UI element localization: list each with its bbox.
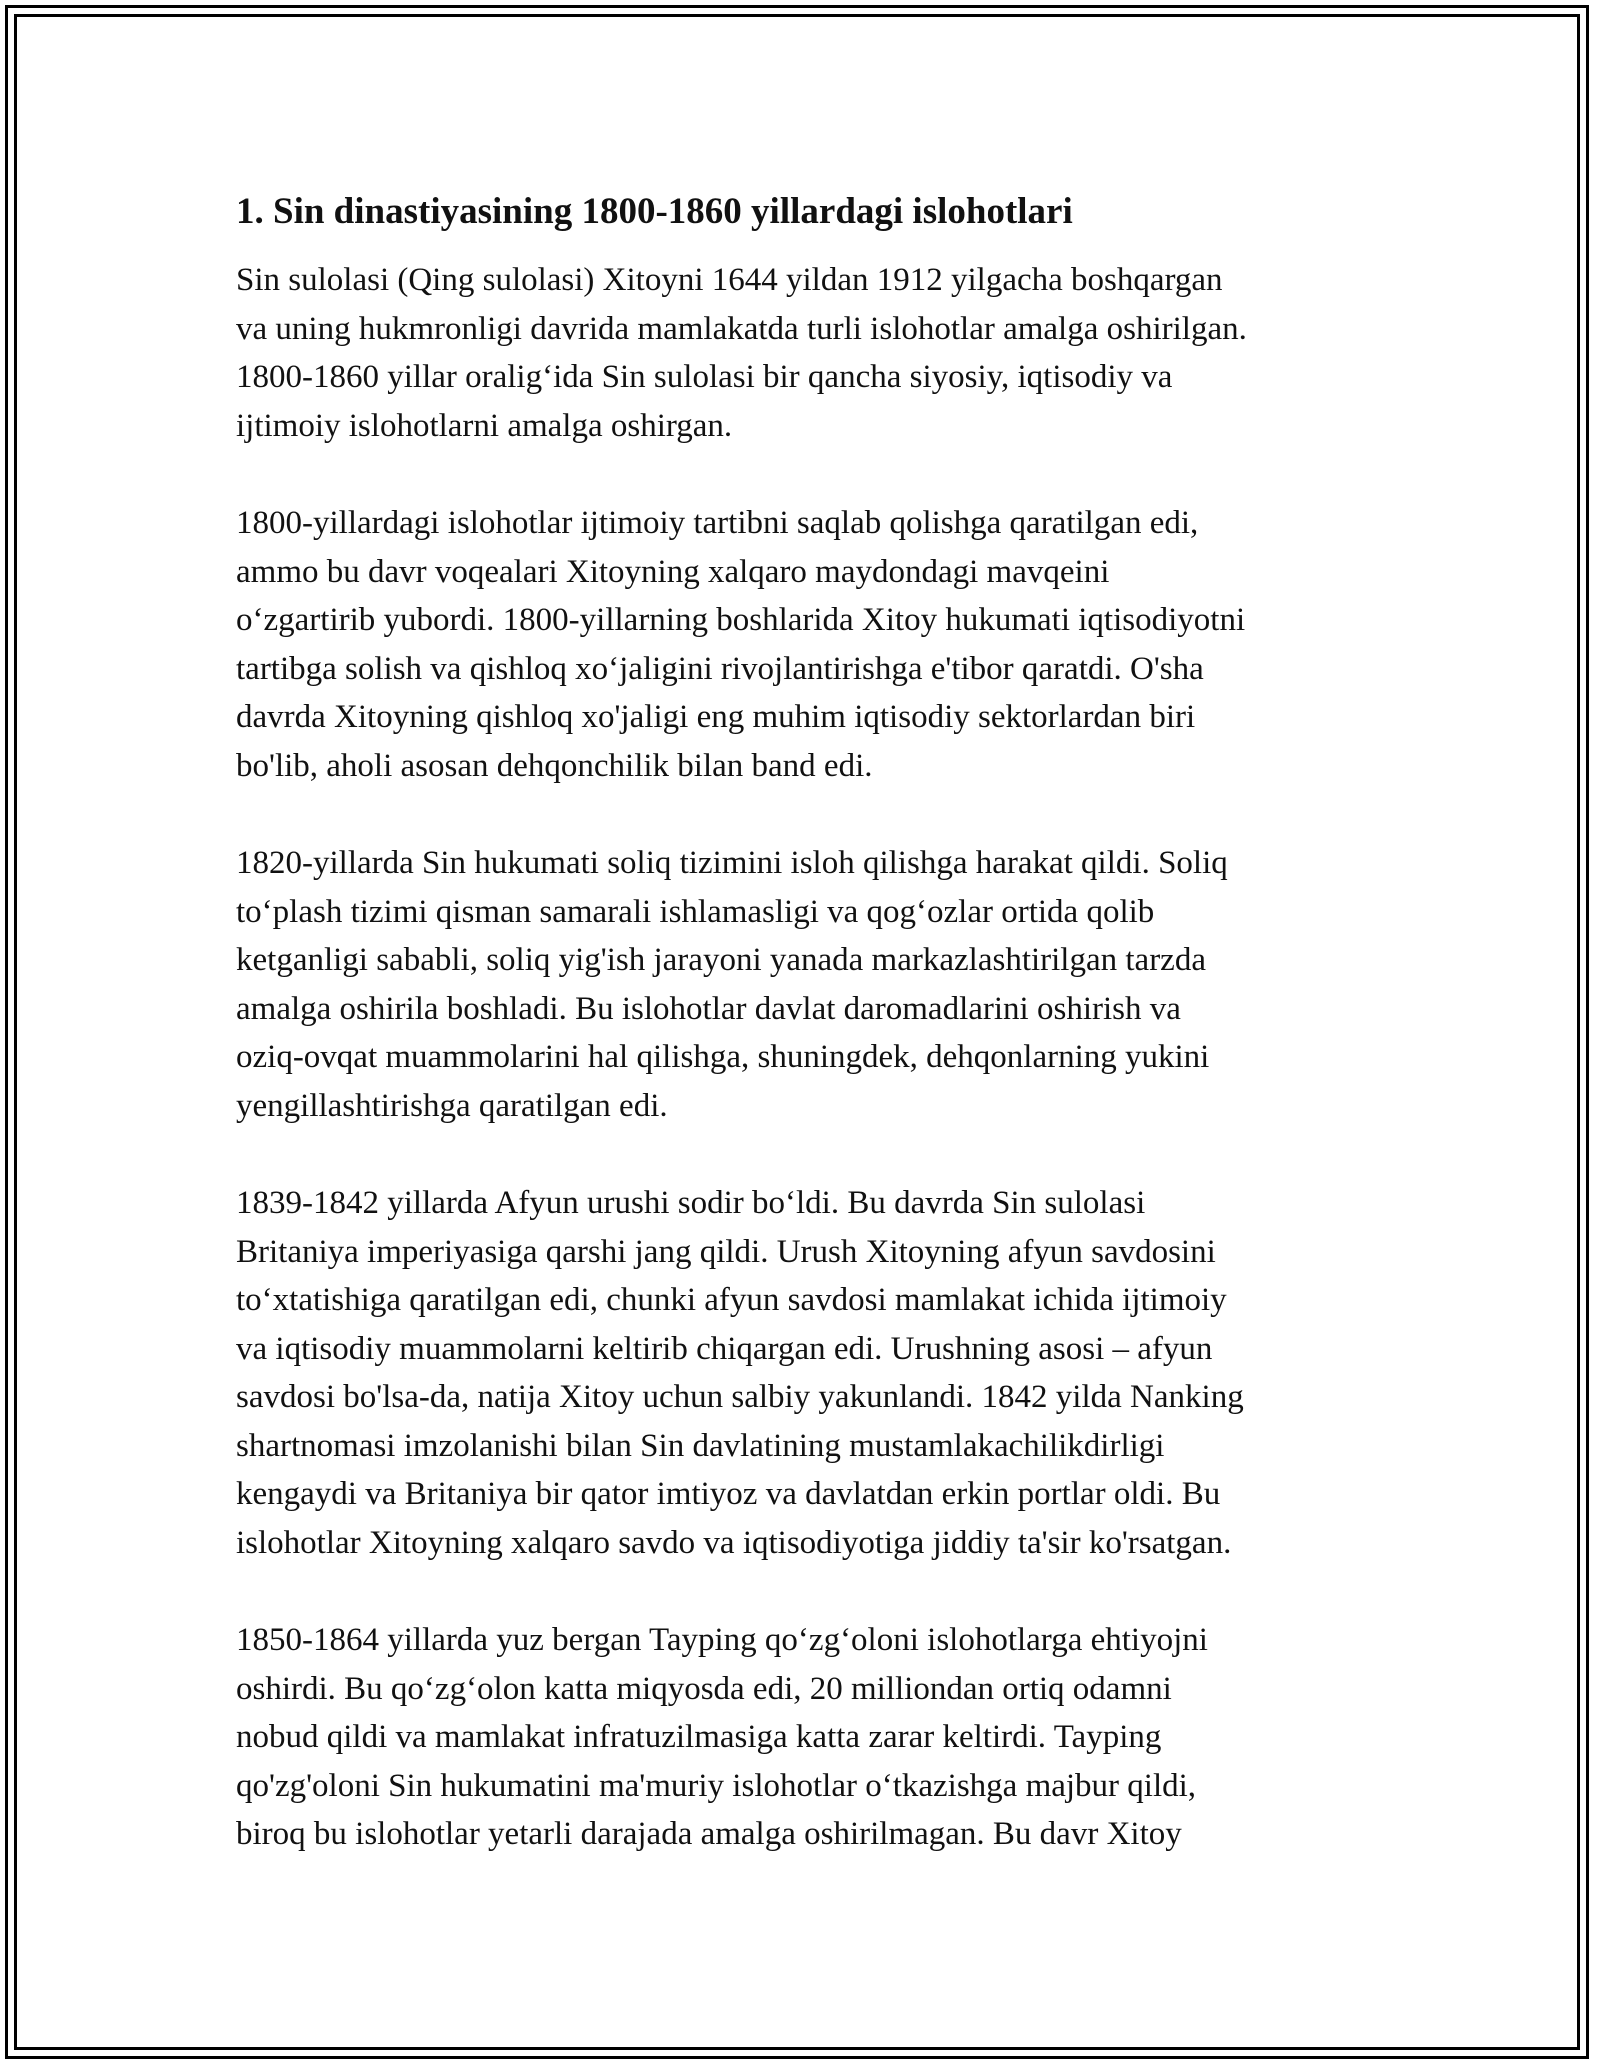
paragraph-line: 1820-yillarda Sin hukumati soliq tizimini isloh qilishga harakat qildi. Soliq bbox=[236, 845, 1228, 881]
paragraph-line: nobud qildi va mamlakat infratuzilmasiga katta zarar keltirdi. Tayping bbox=[236, 1719, 1162, 1755]
paragraph-3 bbox=[236, 839, 1376, 1130]
paragraph-line: islohotlar Xitoyning xalqaro savdo va iqtisodiyotiga jiddiy ta'sir ko'rsatgan. bbox=[236, 1524, 1232, 1561]
paragraph-line: qo'zg'oloni Sin hukumatini ma'muriy islohotlar o‘tkazishga majbur qildi, bbox=[236, 1767, 1197, 1804]
paragraph-line: va uning hukmronligi davrida mamlakatda turli islohotlar amalga oshirilgan. bbox=[236, 310, 1247, 347]
paragraph-line: amalga oshirila boshladi. Bu islohotlar davlat daromadlarini oshirish va bbox=[236, 990, 1181, 1027]
paragraph-line: tartibga solish va qishloq xo‘jaligini rivojlantirishga e'tibor qaratdi. O'sha bbox=[236, 650, 1204, 687]
paragraph-line: 1850-1864 yillarda yuz bergan Tayping qo‘zg‘oloni islohotlarga ehtiyojni bbox=[236, 1622, 1208, 1658]
paragraph-5 bbox=[236, 1616, 1376, 1859]
paragraph-line: davrda Xitoyning qishloq xo'jaligi eng muhim iqtisodiy sektorlardan biri bbox=[236, 699, 1196, 735]
paragraph-line: va iqtisodiy muammolarni keltirib chiqargan edi. Urushning asosi – afyun bbox=[236, 1330, 1213, 1367]
paragraph-line: 1800-1860 yillar oralig‘ida Sin sulolasi bir qancha siyosiy, iqtisodiy va bbox=[236, 359, 1173, 395]
paragraph-line: yengillashtirishga qaratilgan edi. bbox=[236, 1087, 668, 1124]
paragraph-line: 1839-1842 yillarda Afyun urushi sodir bo‘ldi. Bu davrda Sin sulolasi bbox=[236, 1185, 1146, 1221]
paragraph-2 bbox=[236, 499, 1376, 790]
paragraph-line: ijtimoiy islohotlarni amalga oshirgan. bbox=[236, 407, 733, 444]
section-heading: 1. Sin dinastiyasining 1800-1860 yillardagi islohotlari bbox=[236, 191, 1073, 232]
document-body bbox=[236, 188, 1376, 1908]
paragraph-line: 1800-yillardagi islohotlar ijtimoiy tartibni saqlab qolishga qaratilgan edi, bbox=[236, 505, 1199, 541]
paragraph-line: savdosi bo'lsa-da, natija Xitoy uchun salbiy yakunlandi. 1842 yilda Nanking bbox=[236, 1379, 1244, 1415]
paragraph-line: to‘plash tizimi qisman samarali ishlamasligi va qog‘ozlar ortida qolib bbox=[236, 893, 1155, 930]
paragraph-line: Britaniya imperiyasiga qarshi jang qildi. Urush Xitoyning afyun savdosini bbox=[236, 1233, 1216, 1270]
paragraph-line: oshirdi. Bu qo‘zg‘olon katta miqyosda edi, 20 milliondan ortiq odamni bbox=[236, 1670, 1172, 1707]
paragraph-line: o‘zgartirib yubordi. 1800-yillarning boshlarida Xitoy hukumati iqtisodiyotni bbox=[236, 602, 1246, 638]
paragraph-line: oziq-ovqat muammolarini hal qilishga, shuningdek, dehqonlarning yukini bbox=[236, 1039, 1210, 1075]
paragraph-line: Sin sulolasi (Qing sulolasi) Xitoyni 1644 yildan 1912 yilgacha boshqargan bbox=[236, 262, 1223, 298]
paragraph-line: kengaydi va Britaniya bir qator imtiyoz va davlatdan erkin portlar oldi. Bu bbox=[236, 1476, 1221, 1512]
paragraph-line: ketganligi sababli, soliq yig'ish jarayoni yanada markazlashtirilgan tarzda bbox=[236, 942, 1206, 978]
paragraph-line: bo'lib, aholi asosan dehqonchilik bilan band edi. bbox=[236, 747, 873, 784]
paragraph-line: ammo bu davr voqealari Xitoyning xalqaro maydondagi mavqeini bbox=[236, 553, 1110, 590]
paragraph-line: shartnomasi imzolanishi bilan Sin davlatining mustamlakachilikdirligi bbox=[236, 1427, 1165, 1464]
paragraph-4 bbox=[236, 1179, 1376, 1567]
paragraph-1 bbox=[236, 256, 1376, 450]
paragraph-line: to‘xtatishiga qaratilgan edi, chunki afyun savdosi mamlakat ichida ijtimoiy bbox=[236, 1282, 1227, 1318]
paragraph-line: biroq bu islohotlar yetarli darajada amalga oshirilmagan. Bu davr Xitoy bbox=[236, 1816, 1182, 1852]
